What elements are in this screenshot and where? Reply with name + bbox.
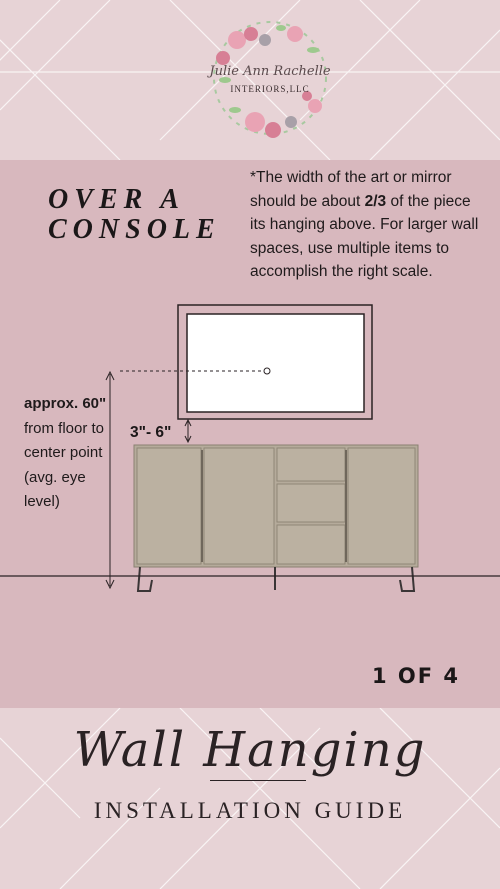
- gap-arrow-icon: [185, 420, 191, 442]
- guide-subtitle: INSTALLATION GUIDE: [93, 798, 407, 823]
- eye-level-emphasis: approx. 60": [24, 395, 107, 412]
- section-heading-line1: OVER A: [48, 184, 185, 215]
- note-emphasis: 2/3: [364, 192, 387, 210]
- note-text-2: of the piece its hanging above. For larger wall spaces, use multiple items to accomplish the right scale.: [250, 192, 479, 280]
- floral-wreath-icon: [195, 10, 345, 150]
- mirror-glass: [187, 314, 364, 412]
- eye-level-text: from floor to center point (avg. eye level): [24, 419, 105, 510]
- page-indicator: 1 OF 4: [372, 664, 461, 688]
- guide-title: Wall Hanging: [73, 722, 427, 778]
- note-text-1: *The width of the art or mirror should be about: [250, 169, 452, 210]
- width-guideline-note: [250, 166, 482, 284]
- center-point: [264, 368, 270, 374]
- brand-logo: [195, 10, 345, 150]
- console-cabinet: [134, 445, 418, 591]
- title-divider: [210, 780, 306, 781]
- eye-level-note: [24, 392, 114, 515]
- brand-name: Julie Ann Rachelle: [209, 64, 331, 79]
- brand-subtitle: INTERIORS,LLC: [230, 84, 310, 94]
- header-band: [0, 0, 500, 160]
- gap-measurement: 3"- 6": [130, 424, 172, 441]
- section-heading-line2: CONSOLE: [48, 214, 221, 245]
